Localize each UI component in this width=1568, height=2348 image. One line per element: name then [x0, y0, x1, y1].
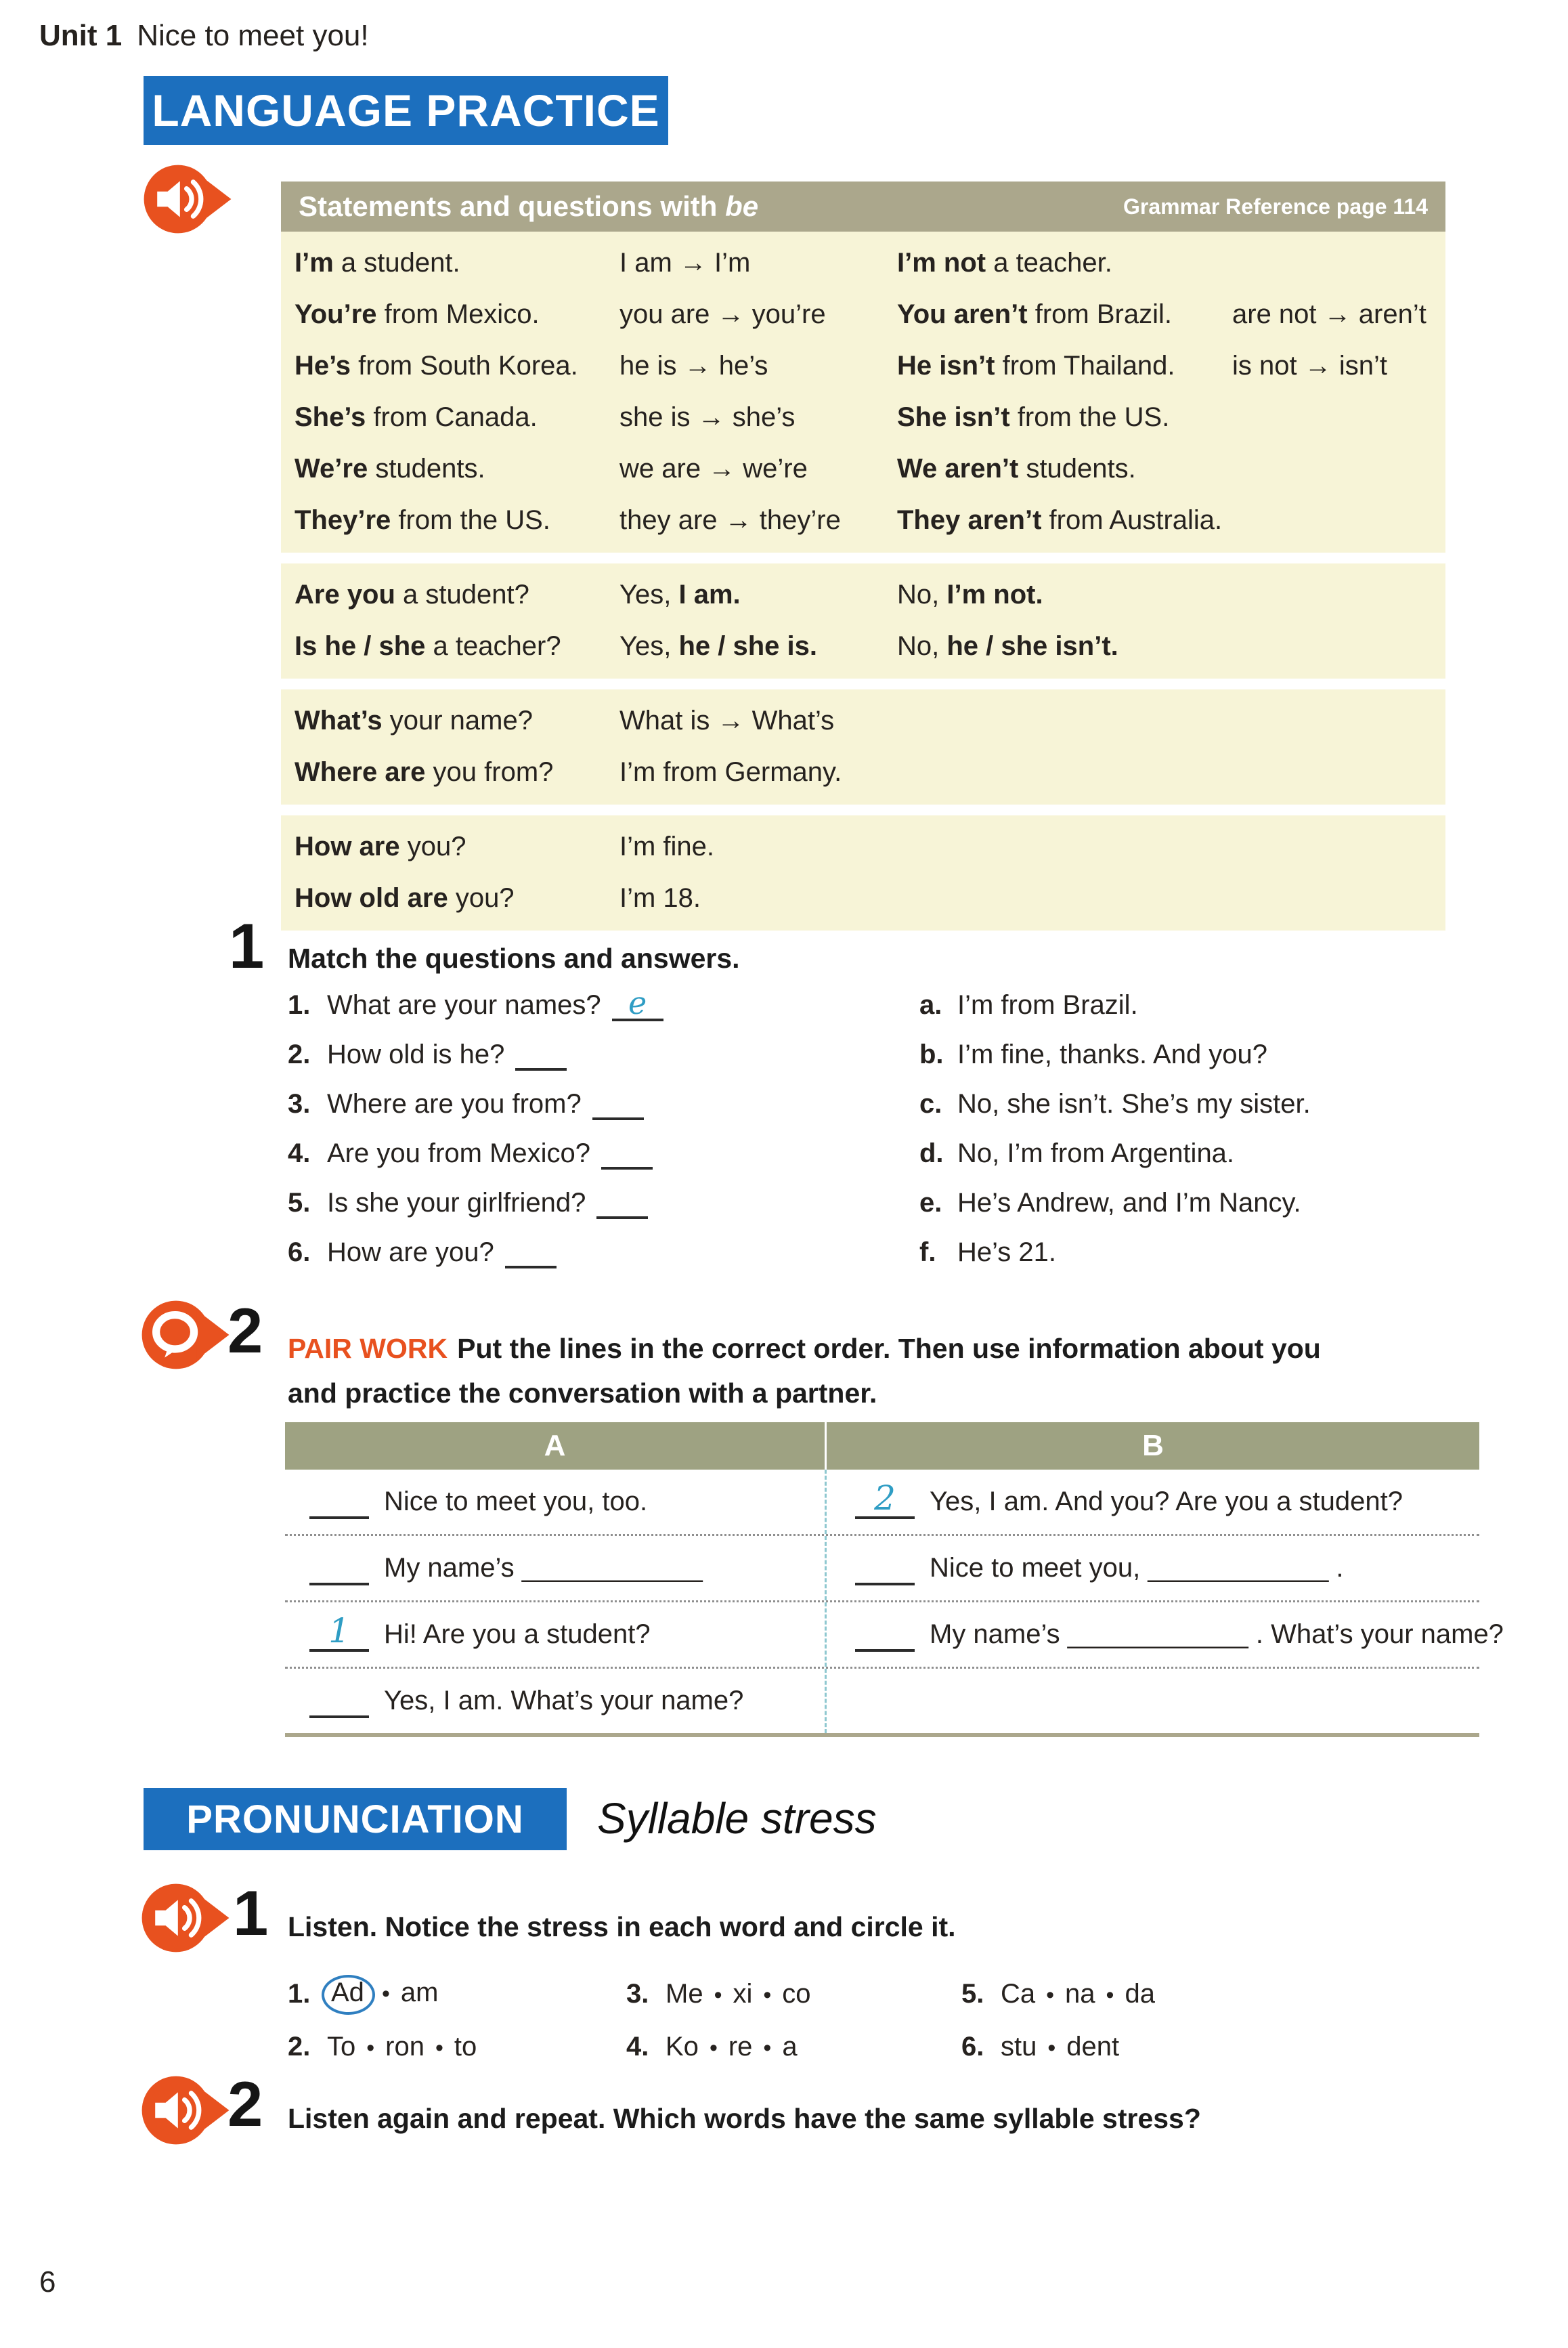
conversation-cell — [285, 1470, 825, 1534]
grammar-cell: I am → I’m — [619, 247, 751, 278]
answer-item — [919, 1188, 1311, 1237]
syllable-dot: • — [435, 2034, 443, 2061]
column-b-header: B — [825, 1422, 1479, 1470]
syllable: da — [1125, 1978, 1155, 2009]
pronunciation-exercise-1-number: 1 — [233, 1877, 269, 1948]
grammar-section — [281, 563, 1445, 679]
syllable-word — [961, 2020, 1155, 2073]
conversation-line: My name’s ____________ — [384, 1553, 703, 1583]
exercise-2-instruction — [288, 1326, 1371, 1415]
word-syllables — [327, 2032, 477, 2062]
handwritten-answer: e — [628, 985, 647, 1021]
unit-title: Nice to meet you! — [137, 19, 369, 52]
syllable: xi — [733, 1978, 753, 2009]
exercise-1-number: 1 — [229, 910, 265, 981]
unit-label: Unit 1 — [39, 19, 123, 52]
conversation-line: Nice to meet you, ____________ . — [930, 1553, 1344, 1583]
pronunciation-exercise-2-number: 2 — [227, 2068, 263, 2139]
question-number: 6. — [288, 1237, 311, 1267]
syllable-word — [626, 2020, 961, 2073]
unit-header — [39, 19, 369, 53]
grammar-row — [295, 569, 1445, 620]
question-text: What are your names? — [327, 990, 601, 1020]
grammar-row — [295, 695, 1445, 746]
conversation-line: Hi! Are you a student? — [384, 1619, 651, 1649]
grammar-cell: How old are you? — [295, 882, 515, 913]
grammar-cell: Yes, I am. — [619, 579, 741, 610]
syllable-word — [626, 1967, 961, 2020]
answer-item — [919, 1138, 1311, 1188]
answer-item — [919, 1089, 1311, 1138]
grammar-row — [295, 237, 1445, 289]
question-list — [288, 985, 663, 1287]
grammar-cell: are not → aren’t — [1232, 299, 1427, 329]
grammar-section — [281, 232, 1445, 553]
pronunciation-exercise-1-instruction: Listen. Notice the stress in each word and circle it. — [288, 1911, 956, 1942]
grammar-reference-link: Grammar Reference page 114 — [1123, 194, 1428, 219]
syllable: am — [400, 1977, 439, 2007]
grammar-cell: you are → you’re — [619, 299, 826, 329]
question-number: 4. — [288, 1138, 311, 1168]
word-syllables — [1001, 1979, 1155, 2009]
grammar-cell: I’m 18. — [619, 882, 701, 913]
syllable: To — [327, 2031, 356, 2062]
conversation-row — [285, 1669, 1479, 1733]
order-blank[interactable] — [855, 1478, 915, 1519]
grammar-row — [295, 821, 1445, 872]
conversation-cell — [285, 1536, 825, 1600]
conversation-line: Nice to meet you, too. — [384, 1487, 648, 1516]
grammar-cell: How are you? — [295, 831, 466, 861]
question-text: Is she your girlfriend? — [327, 1188, 586, 1218]
pronunciation-subtitle: Syllable stress — [597, 1794, 877, 1843]
question-item — [288, 1237, 663, 1287]
page-number: 6 — [39, 2265, 56, 2299]
answer-letter: c. — [919, 1089, 942, 1119]
question-number: 3. — [288, 1089, 311, 1119]
conversation-line: My name’s ____________ . What’s your name? — [930, 1619, 1504, 1649]
syllable: co — [782, 1978, 811, 2009]
grammar-cell: he is → he’s — [619, 350, 768, 381]
question-number: 5. — [288, 1188, 311, 1218]
circled-syllable: Ad — [322, 1975, 375, 2015]
word-number: 6. — [961, 2031, 984, 2062]
question-text: Are you from Mexico? — [327, 1138, 591, 1168]
grammar-cell: He isn’t from Thailand. — [897, 350, 1175, 381]
answer-letter: e. — [919, 1188, 942, 1218]
grammar-cell: She’s from Canada. — [295, 402, 538, 432]
grammar-title-text: Statements and questions with — [299, 190, 726, 222]
exercise-2-number: 2 — [227, 1295, 263, 1366]
grammar-row — [295, 494, 1445, 546]
question-number: 1. — [288, 990, 311, 1020]
audio-speaker-icon — [139, 2072, 232, 2148]
word-syllables — [666, 2032, 798, 2062]
grammar-cell: Is he / she a teacher? — [295, 631, 561, 661]
audio-speaker-icon — [141, 161, 234, 237]
syllable-dot: • — [1106, 1982, 1114, 2008]
pronunciation-exercise-2-instruction: Listen again and repeat. Which words have the same syllable stress? — [288, 2103, 1201, 2134]
grammar-cell: I’m not a teacher. — [897, 247, 1112, 278]
grammar-cell: What’s your name? — [295, 705, 533, 735]
word-number: 5. — [961, 1978, 984, 2009]
word-syllables — [1001, 2032, 1119, 2062]
conversation-cell — [825, 1669, 1479, 1733]
syllable-word — [288, 2020, 626, 2073]
answer-letter: d. — [919, 1138, 944, 1168]
conversation-cell — [285, 1669, 825, 1733]
syllable: na — [1065, 1978, 1095, 2009]
grammar-row — [295, 620, 1445, 672]
conversation-cell — [285, 1602, 825, 1667]
grammar-cell: I’m fine. — [619, 831, 715, 861]
grammar-cell: they are → they’re — [619, 505, 841, 535]
conversation-cell — [825, 1470, 1479, 1534]
question-item — [288, 985, 663, 1040]
grammar-cell: is not → isn’t — [1232, 350, 1387, 381]
grammar-title-emphasis: be — [725, 190, 759, 222]
syllable-dot: • — [709, 2034, 718, 2061]
question-item — [288, 1040, 663, 1089]
question-number: 2. — [288, 1040, 311, 1069]
grammar-table — [281, 182, 1445, 931]
grammar-cell: He’s from South Korea. — [295, 350, 578, 381]
question-text: How old is he? — [327, 1040, 505, 1069]
syllable: to — [454, 2031, 477, 2062]
grammar-cell: You aren’t from Brazil. — [897, 299, 1172, 329]
question-text: Where are you from? — [327, 1089, 582, 1119]
answer-blank[interactable] — [612, 985, 663, 1021]
conversation-line: Yes, I am. What’s your name? — [384, 1686, 744, 1715]
conversation-table-header — [285, 1422, 1479, 1470]
syllable-dot: • — [763, 1982, 772, 2008]
conversation-table-body — [285, 1470, 1504, 1737]
grammar-cell: Where are you from? — [295, 756, 554, 787]
syllable: dent — [1066, 2031, 1120, 2062]
question-item — [288, 1138, 663, 1188]
exercise-2-instruction-text: Put the lines in the correct order. Then use information about you and practice the conversation with a partner. — [288, 1333, 1321, 1409]
answer-text: I’m fine, thanks. And you? — [957, 1040, 1268, 1069]
word-syllables — [327, 1978, 438, 2011]
syllable-word — [961, 1967, 1155, 2020]
conversation-table — [285, 1422, 1504, 1737]
syllable-dot: • — [366, 2034, 375, 2061]
grammar-row — [295, 289, 1445, 340]
syllable-word-list — [288, 1967, 1155, 2073]
word-number: 2. — [288, 2031, 311, 2062]
syllable: ron — [385, 2031, 424, 2062]
answer-blank[interactable] — [505, 1237, 557, 1268]
grammar-cell: No, I’m not. — [897, 579, 1043, 610]
audio-speaker-icon — [139, 1880, 232, 1956]
grammar-section — [281, 689, 1445, 805]
grammar-cell: They’re from the US. — [295, 505, 550, 535]
grammar-section — [281, 815, 1445, 931]
language-practice-banner-label: LANGUAGE PRACTICE — [152, 85, 660, 135]
syllable: Ca — [1001, 1978, 1036, 2009]
answer-blank[interactable] — [515, 1040, 567, 1071]
syllable: re — [728, 2031, 753, 2062]
answer-letter: a. — [919, 990, 942, 1020]
order-blank[interactable] — [855, 1552, 915, 1585]
answer-item — [919, 990, 1311, 1040]
pair-work-label: PAIR WORK — [288, 1333, 448, 1364]
syllable-dot: • — [714, 1982, 722, 2008]
grammar-cell: We aren’t students. — [897, 453, 1136, 484]
grammar-cell: I’m from Germany. — [619, 756, 842, 787]
grammar-cell: she is → she’s — [619, 402, 796, 432]
grammar-cell: They aren’t from Australia. — [897, 505, 1223, 535]
grammar-cell: I’m a student. — [295, 247, 460, 278]
conversation-cell — [825, 1602, 1504, 1667]
syllable: a — [782, 2031, 798, 2062]
grammar-table-body — [281, 232, 1445, 931]
syllable: Ko — [666, 2031, 699, 2062]
grammar-cell: She isn’t from the US. — [897, 402, 1170, 432]
syllable-dot: • — [381, 1980, 390, 2007]
pronunciation-banner-label: PRONUNCIATION — [186, 1797, 524, 1841]
syllable-dot: • — [1047, 2034, 1056, 2061]
conversation-cell — [825, 1536, 1479, 1600]
question-item — [288, 1089, 663, 1138]
conversation-row — [285, 1602, 1504, 1669]
handwritten-number: 2 — [874, 1478, 896, 1518]
order-blank[interactable] — [309, 1552, 369, 1585]
answer-list — [919, 990, 1311, 1287]
grammar-cell: Are you a student? — [295, 579, 529, 610]
grammar-cell: We’re students. — [295, 453, 485, 484]
answer-blank[interactable] — [601, 1138, 653, 1170]
answer-text: No, I’m from Argentina. — [957, 1138, 1235, 1168]
answer-text: I’m from Brazil. — [957, 990, 1138, 1020]
answer-blank[interactable] — [592, 1089, 644, 1120]
handwritten-number: 1 — [328, 1610, 350, 1650]
grammar-row — [295, 391, 1445, 443]
word-number: 4. — [626, 2031, 649, 2062]
grammar-table-header — [281, 182, 1445, 232]
order-blank[interactable] — [309, 1610, 369, 1652]
grammar-row — [295, 340, 1445, 391]
answer-letter: f. — [919, 1237, 936, 1267]
syllable: stu — [1001, 2031, 1037, 2062]
conversation-line: Yes, I am. And you? Are you a student? — [930, 1487, 1403, 1516]
grammar-cell: we are → we’re — [619, 453, 808, 484]
exercise-1-instruction: Match the questions and answers. — [288, 943, 740, 974]
syllable-word — [288, 1967, 626, 2020]
conversation-row — [285, 1536, 1479, 1602]
syllable-dot: • — [1046, 1982, 1055, 2008]
order-blank[interactable] — [309, 1684, 369, 1718]
pair-work-speech-bubble-icon — [139, 1297, 232, 1373]
answer-letter: b. — [919, 1040, 944, 1069]
language-practice-banner — [144, 76, 668, 145]
word-number: 3. — [626, 1978, 649, 2009]
grammar-cell: What is → What’s — [619, 705, 835, 735]
question-item — [288, 1188, 663, 1237]
answer-text: No, she isn’t. She’s my sister. — [957, 1089, 1311, 1119]
answer-text: He’s 21. — [957, 1237, 1057, 1267]
grammar-row — [295, 746, 1445, 798]
answer-item — [919, 1040, 1311, 1089]
grammar-row — [295, 443, 1445, 494]
pronunciation-banner — [144, 1788, 567, 1850]
answer-blank[interactable] — [596, 1188, 648, 1219]
grammar-cell: Yes, he / she is. — [619, 631, 818, 661]
order-blank[interactable] — [309, 1485, 369, 1519]
grammar-cell: You’re from Mexico. — [295, 299, 540, 329]
word-syllables — [666, 1979, 811, 2009]
answer-text: He’s Andrew, and I’m Nancy. — [957, 1188, 1301, 1218]
conversation-row — [285, 1470, 1479, 1536]
order-blank[interactable] — [855, 1618, 915, 1652]
question-text: How are you? — [327, 1237, 494, 1267]
grammar-cell: No, he / she isn’t. — [897, 631, 1118, 661]
grammar-row — [295, 872, 1445, 924]
column-a-header: A — [285, 1422, 825, 1470]
word-number: 1. — [288, 1978, 311, 2009]
grammar-table-title — [299, 190, 758, 223]
syllable-dot: • — [763, 2034, 772, 2061]
syllable: Me — [666, 1978, 703, 2009]
answer-item — [919, 1237, 1311, 1287]
